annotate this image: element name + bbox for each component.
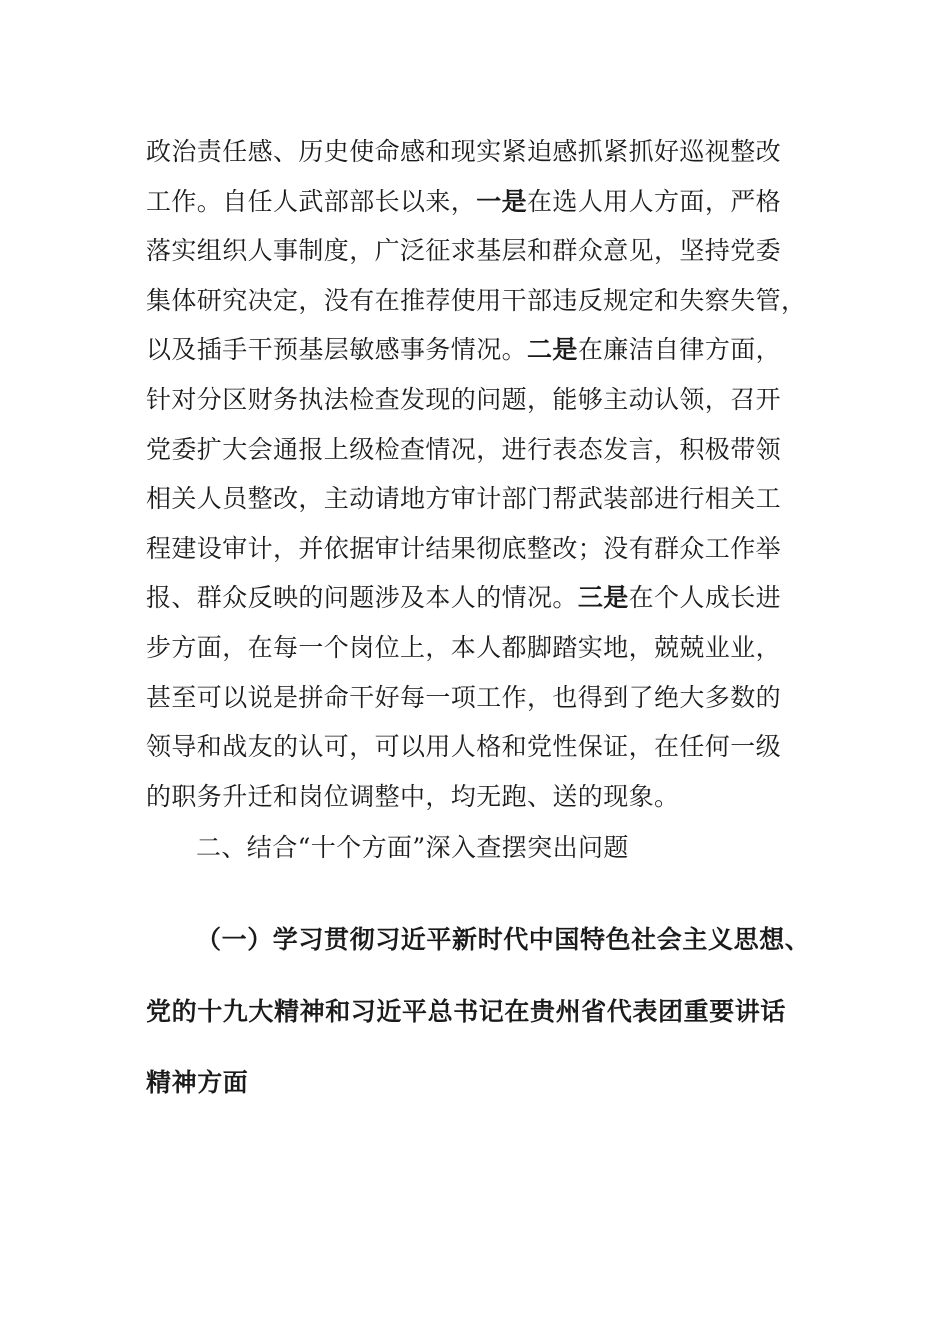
text-run: 步方面，在每一个岗位上，本人都脚踏实地，兢兢业业， <box>146 632 782 662</box>
text-run: 相关人员整改，主动请地方审计部门帮武装部进行相关工 <box>146 484 782 514</box>
paragraph-line <box>146 673 806 723</box>
section-heading: 二、结合“十个方面”深入查摆突出问题 <box>196 833 629 862</box>
text-run: 领导和战友的认可，可以用人格和党性保证，在任何一级 <box>146 732 782 762</box>
text-run: 落实组织人事制度，广泛征求基层和群众意见，坚持党委 <box>146 236 782 266</box>
text-run: 党委扩大会通报上级检查情况，进行表态发言，积极带领 <box>146 434 782 464</box>
paragraph-line <box>146 772 806 822</box>
paragraph-line <box>146 276 806 326</box>
paragraph-line <box>146 722 806 772</box>
text-run: 甚至可以说是拼命干好每一项工作，也得到了绝大多数的 <box>146 682 782 712</box>
paragraph-line <box>146 425 806 475</box>
paragraph-line <box>146 474 806 524</box>
text-run: 程建设审计，并依据审计结果彻底整改；没有群众工作举 <box>146 533 782 563</box>
paragraph-line <box>146 623 806 673</box>
text-run: 以及插手干预基层敏感事务情况。 <box>146 335 528 365</box>
sub-heading-line: 党的十九大精神和习近平总书记在贵州省代表团重要讲话 <box>146 996 787 1026</box>
emphasis-sanshi: 三是 <box>577 583 629 613</box>
sub-heading-line: （一）学习贯彻习近平新时代中国特色社会主义思想、 <box>196 925 811 954</box>
paragraph-line <box>146 177 806 227</box>
text-run: 的职务升迁和岗位调整中，均无跑、送的现象。 <box>146 781 680 811</box>
text-run: 在廉洁自律方面， <box>577 335 782 365</box>
paragraph-line <box>146 524 806 574</box>
body-paragraph <box>146 127 806 821</box>
text-run: 工作。自任人武部部长以来， <box>146 186 477 216</box>
paragraph-line <box>146 226 806 276</box>
paragraph-line <box>146 325 806 375</box>
text-run: 在个人成长进 <box>628 583 782 613</box>
text-run: 集体研究决定，没有在推荐使用干部违反规定和失察失管， <box>146 285 807 315</box>
sub-heading <box>146 904 826 1119</box>
sub-heading-line: 精神方面 <box>146 1068 249 1097</box>
paragraph-line <box>146 375 806 425</box>
text-run: 在选人用人方面，严格 <box>527 186 782 216</box>
text-run: 政治责任感、历史使命感和现实紧迫感抓紧抓好巡视整改 <box>146 137 782 166</box>
emphasis-ershi: 二是 <box>527 335 578 365</box>
paragraph-line <box>146 127 806 177</box>
text-run: 报、群众反映的问题涉及本人的情况。 <box>146 583 578 613</box>
emphasis-yishi: 一是 <box>476 186 528 216</box>
text-run: 针对分区财务执法检查发现的问题，能够主动认领，召开 <box>146 384 782 414</box>
paragraph-line <box>146 573 806 623</box>
